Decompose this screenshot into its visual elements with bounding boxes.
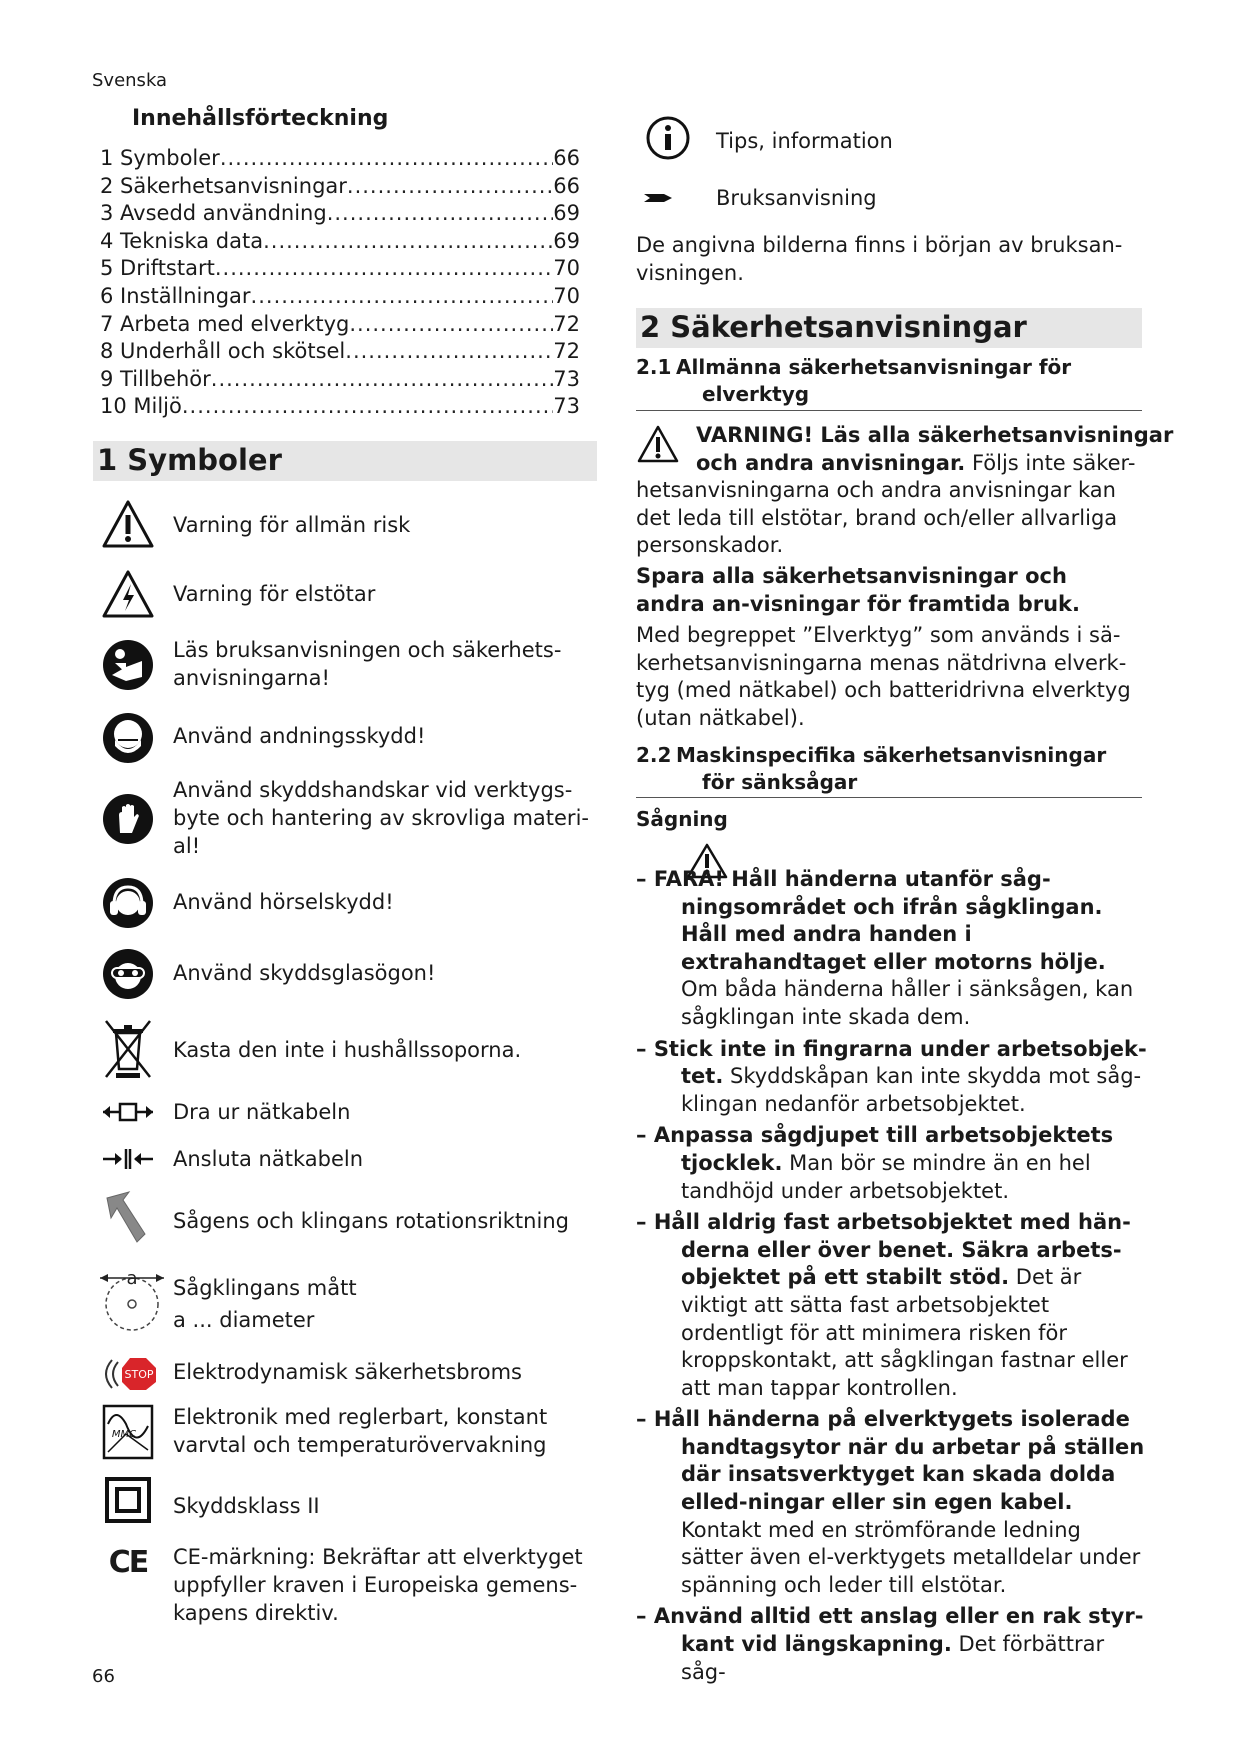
save-instructions-note: Spara alla säkerhetsanvisningar och andra an-visningar för framtida bruk. (636, 564, 1080, 616)
warning-rest-1: Följs inte säker- (965, 450, 1136, 475)
safety-item-bold: Håll aldrig fast arbetsobjektet med hän-derna eller över benet. Säkra arbets-objektet på ett stabilt stöd. (653, 1210, 1131, 1290)
toc-entry-title: 8 Underhåll och skötsel (100, 339, 346, 364)
toc-entry-title: 5 Driftstart (100, 256, 215, 281)
subsection-title-cont: elverktyg (702, 382, 810, 406)
toc-entry-page: 72 (553, 311, 580, 336)
symbol-text: Elektrodynamisk säkerhetsbroms (173, 1360, 523, 1384)
safety-item-bold: FARA! Håll händerna utanför såg-ningsområdet och ifrån sågklingan. Håll med andra handen i extrahandtaget eller motorns hölje. (653, 867, 1106, 974)
subsection-number: 2.2 (636, 743, 672, 767)
safety-item-text: Man bör se mindre än en hel tandhöjd under arbetsobjektet. (681, 1150, 1091, 1203)
rotation-arrow-icon (100, 1188, 156, 1248)
mmc-label: MMC (111, 1429, 137, 1440)
symbol-text: Tips, information (716, 129, 893, 153)
crossed-bin-icon (100, 1018, 156, 1082)
safety-item-bold: Använd alltid ett anslag eller en rak styr-kant vid längskapning. (653, 1604, 1144, 1657)
warning-line-2 (696, 450, 1146, 478)
toc-entry-page: 70 (553, 256, 580, 281)
subsection-number: 2.1 (636, 355, 672, 379)
toc-entry (100, 394, 580, 422)
toc-entry-title: 9 Tillbehör (100, 366, 211, 391)
warning-triangle-icon (636, 424, 680, 464)
warning-heading: VARNING! Läs alla säkerhetsanvisningar (696, 423, 1174, 447)
subsection-title: Maskinspecifika säkerhetsanvisningar (676, 743, 1107, 767)
safety-item-text: Skyddskåpan kan inte skydda mot såg-klingan nedanför arbetsobjektet. (681, 1064, 1142, 1116)
safety-item (636, 1036, 1148, 1119)
toc-leader-dots (345, 339, 553, 363)
toc-entry (100, 367, 580, 395)
table-of-contents (100, 146, 580, 422)
plug-in-icon (100, 1141, 156, 1177)
symbol-text: CE-märkning: Bekräftar att elverktyget uppfyller kraven i Europeiska gemens-kapens direktiv. (173, 1545, 583, 1625)
arrow-pointer-icon (644, 190, 674, 204)
ear-protection-icon (100, 875, 156, 931)
symbol-text: Elektronik med reglerbart, konstant varvtal och temperaturövervakning (173, 1405, 548, 1457)
page-number: 66 (92, 1666, 115, 1687)
toc-leader-dots (263, 229, 553, 253)
symbol-text: Sågens och klingans rotationsriktning (173, 1209, 569, 1233)
toc-entry (100, 146, 580, 174)
toc-leader-dots (215, 256, 553, 280)
symbol-text: Bruksanvisning (716, 186, 877, 210)
list-dash: – (636, 867, 654, 891)
gloves-icon (100, 791, 156, 847)
toc-entry-page: 70 (553, 283, 580, 308)
electric-shock-warning-icon (100, 566, 156, 622)
divider (636, 410, 1142, 411)
stop-label: STOP (124, 1368, 154, 1381)
info-icon (645, 115, 691, 161)
toc-entry-title: 10 Miljö (100, 394, 182, 419)
toc-entry-title: 2 Säkerhetsanvisningar (100, 173, 347, 198)
section-heading-safety: 2 Säkerhetsanvisningar (636, 308, 1142, 348)
safety-item-bold: Håll händerna på elverktygets isolerade handtagsytor när du arbetar på ställen där insatsverktyget kan skada dolda elled-ningar eller sin egen kabel. (653, 1407, 1145, 1515)
toc-entry-title: 3 Avsedd användning (100, 201, 327, 226)
safety-item (636, 1122, 1148, 1205)
mmc-electronics-icon (100, 1402, 156, 1462)
symbol-text: Sågklingans mått (173, 1276, 357, 1300)
warning-bold-2: och andra anvisningar. (696, 450, 966, 475)
toc-entry-page: 69 (553, 228, 580, 253)
toc-leader-dots (211, 367, 554, 391)
safety-item (636, 1209, 1148, 1402)
safety-item-text: Kontakt med en strömförande ledning sätter även el-verktygets metalldelar under spänning och leder till elstötar. (681, 1517, 1141, 1597)
toc-entry-title: 7 Arbeta med elverktyg (100, 311, 350, 336)
symbol-text: Använd skyddsglasögon! (173, 961, 436, 985)
toc-entry-title: 1 Symboler (100, 146, 220, 170)
definition-text: Med begreppet ”Elverktyg” som används i sä-kerhetsanvisningarna menas nätdrivna elverk-tyg (med nätkabel) och batteridrivna elverktyg (utan nätkabel). (636, 623, 1131, 730)
toc-leader-dots (347, 174, 553, 198)
toc-leader-dots (182, 394, 553, 418)
toc-leader-dots (327, 201, 554, 225)
symbol-text: Skyddsklass II (173, 1494, 320, 1518)
toc-leader-dots (349, 312, 553, 336)
safety-item-text: Om båda händerna håller i sänksågen, kan sågklingan inte skada dem. (681, 977, 1134, 1029)
respirator-icon (100, 710, 156, 766)
toc-entry (100, 312, 580, 340)
language-label: Svenska (92, 70, 168, 91)
toc-entry-page: 69 (553, 201, 580, 226)
toc-entry-page: 66 (553, 173, 580, 198)
toc-entry (100, 284, 580, 312)
safety-item-text: Det förbättrar såg- (681, 1632, 1105, 1684)
list-dash: – (636, 1407, 654, 1432)
symbol-text: Använd hörselskydd! (173, 890, 394, 914)
list-dash: – (636, 1604, 654, 1629)
ce-mark-label: CE (108, 1544, 148, 1580)
toc-entry (100, 339, 580, 367)
safety-item-text: Det är viktigt att sätta fast arbetsobjektet ordentligt för att minimera risken för kroppskontakt, att sågklingan fastnar eller att man tappar kontrollen. (681, 1265, 1128, 1400)
symbol-text: Använd skyddshandskar vid verktygs-byte och hantering av skrovliga materi-al! (173, 778, 589, 858)
toc-entry-page: 72 (553, 339, 580, 364)
toc-title: Innehållsförteckning (132, 106, 389, 131)
section-heading-symbols: 1 Symboler (93, 441, 597, 481)
toc-entry (100, 201, 580, 229)
toc-entry (100, 256, 580, 284)
sawing-heading: Sågning (636, 807, 728, 831)
ce-mark-icon (100, 1542, 156, 1582)
symbol-text-secondary: a ... diameter (173, 1308, 315, 1332)
toc-leader-dots (220, 146, 553, 170)
safety-goggles-icon (100, 946, 156, 1002)
divider (636, 797, 1142, 798)
symbol-text: Dra ur nätkabeln (173, 1100, 351, 1124)
safety-items-list (636, 866, 1148, 1690)
brake-stop-icon (98, 1354, 162, 1394)
toc-entry (100, 174, 580, 202)
list-dash: – (636, 1123, 654, 1148)
toc-entry-title: 4 Tekniska data (100, 228, 264, 253)
subsection-title: Allmänna säkerhetsanvisningar för (676, 355, 1072, 379)
symbol-text: Kasta den inte i hushållssoporna. (173, 1038, 522, 1062)
symbol-text: Använd andningsskydd! (173, 724, 426, 748)
unplug-icon (100, 1094, 156, 1130)
toc-entry-page: 73 (553, 366, 580, 391)
symbol-text: Varning för allmän risk (173, 513, 411, 537)
warning-triangle-icon (100, 496, 156, 552)
safety-item-bold: Anpassa sågdjupet till arbetsobjektets tjocklek. (653, 1123, 1114, 1175)
intro-note: De angivna bilderna finns i början av bruksan-visningen. (636, 233, 1123, 285)
toc-entry-page: 73 (553, 394, 580, 419)
warning-body: hetsanvisningarna och andra anvisningar kan det leda till elstötar, brand och/eller allvarliga personskador. (636, 478, 1118, 558)
saw-blade-dimension-icon (96, 1264, 168, 1336)
dimension-label: a (126, 1268, 138, 1289)
list-dash: – (636, 1036, 654, 1061)
symbol-text: Läs bruksanvisningen och säkerhets-anvisningarna! (173, 638, 562, 690)
safety-item (636, 1406, 1148, 1599)
safety-item (636, 1603, 1148, 1686)
toc-entry-page: 66 (553, 146, 580, 170)
safety-item (636, 866, 1148, 1032)
list-dash: – (636, 1210, 654, 1235)
safety-item-bold: Stick inte in fingrarna under arbetsobjek-tet. (653, 1036, 1147, 1089)
toc-entry (100, 229, 580, 257)
symbol-text: Ansluta nätkabeln (173, 1147, 364, 1171)
protection-class-ii-icon (100, 1474, 156, 1526)
toc-entry-title: 6 Inställningar (100, 283, 251, 308)
subsection-title-cont: för sänksågar (702, 770, 858, 794)
toc-leader-dots (251, 284, 554, 308)
read-manual-icon (100, 637, 156, 693)
symbol-text: Varning för elstötar (173, 582, 376, 606)
